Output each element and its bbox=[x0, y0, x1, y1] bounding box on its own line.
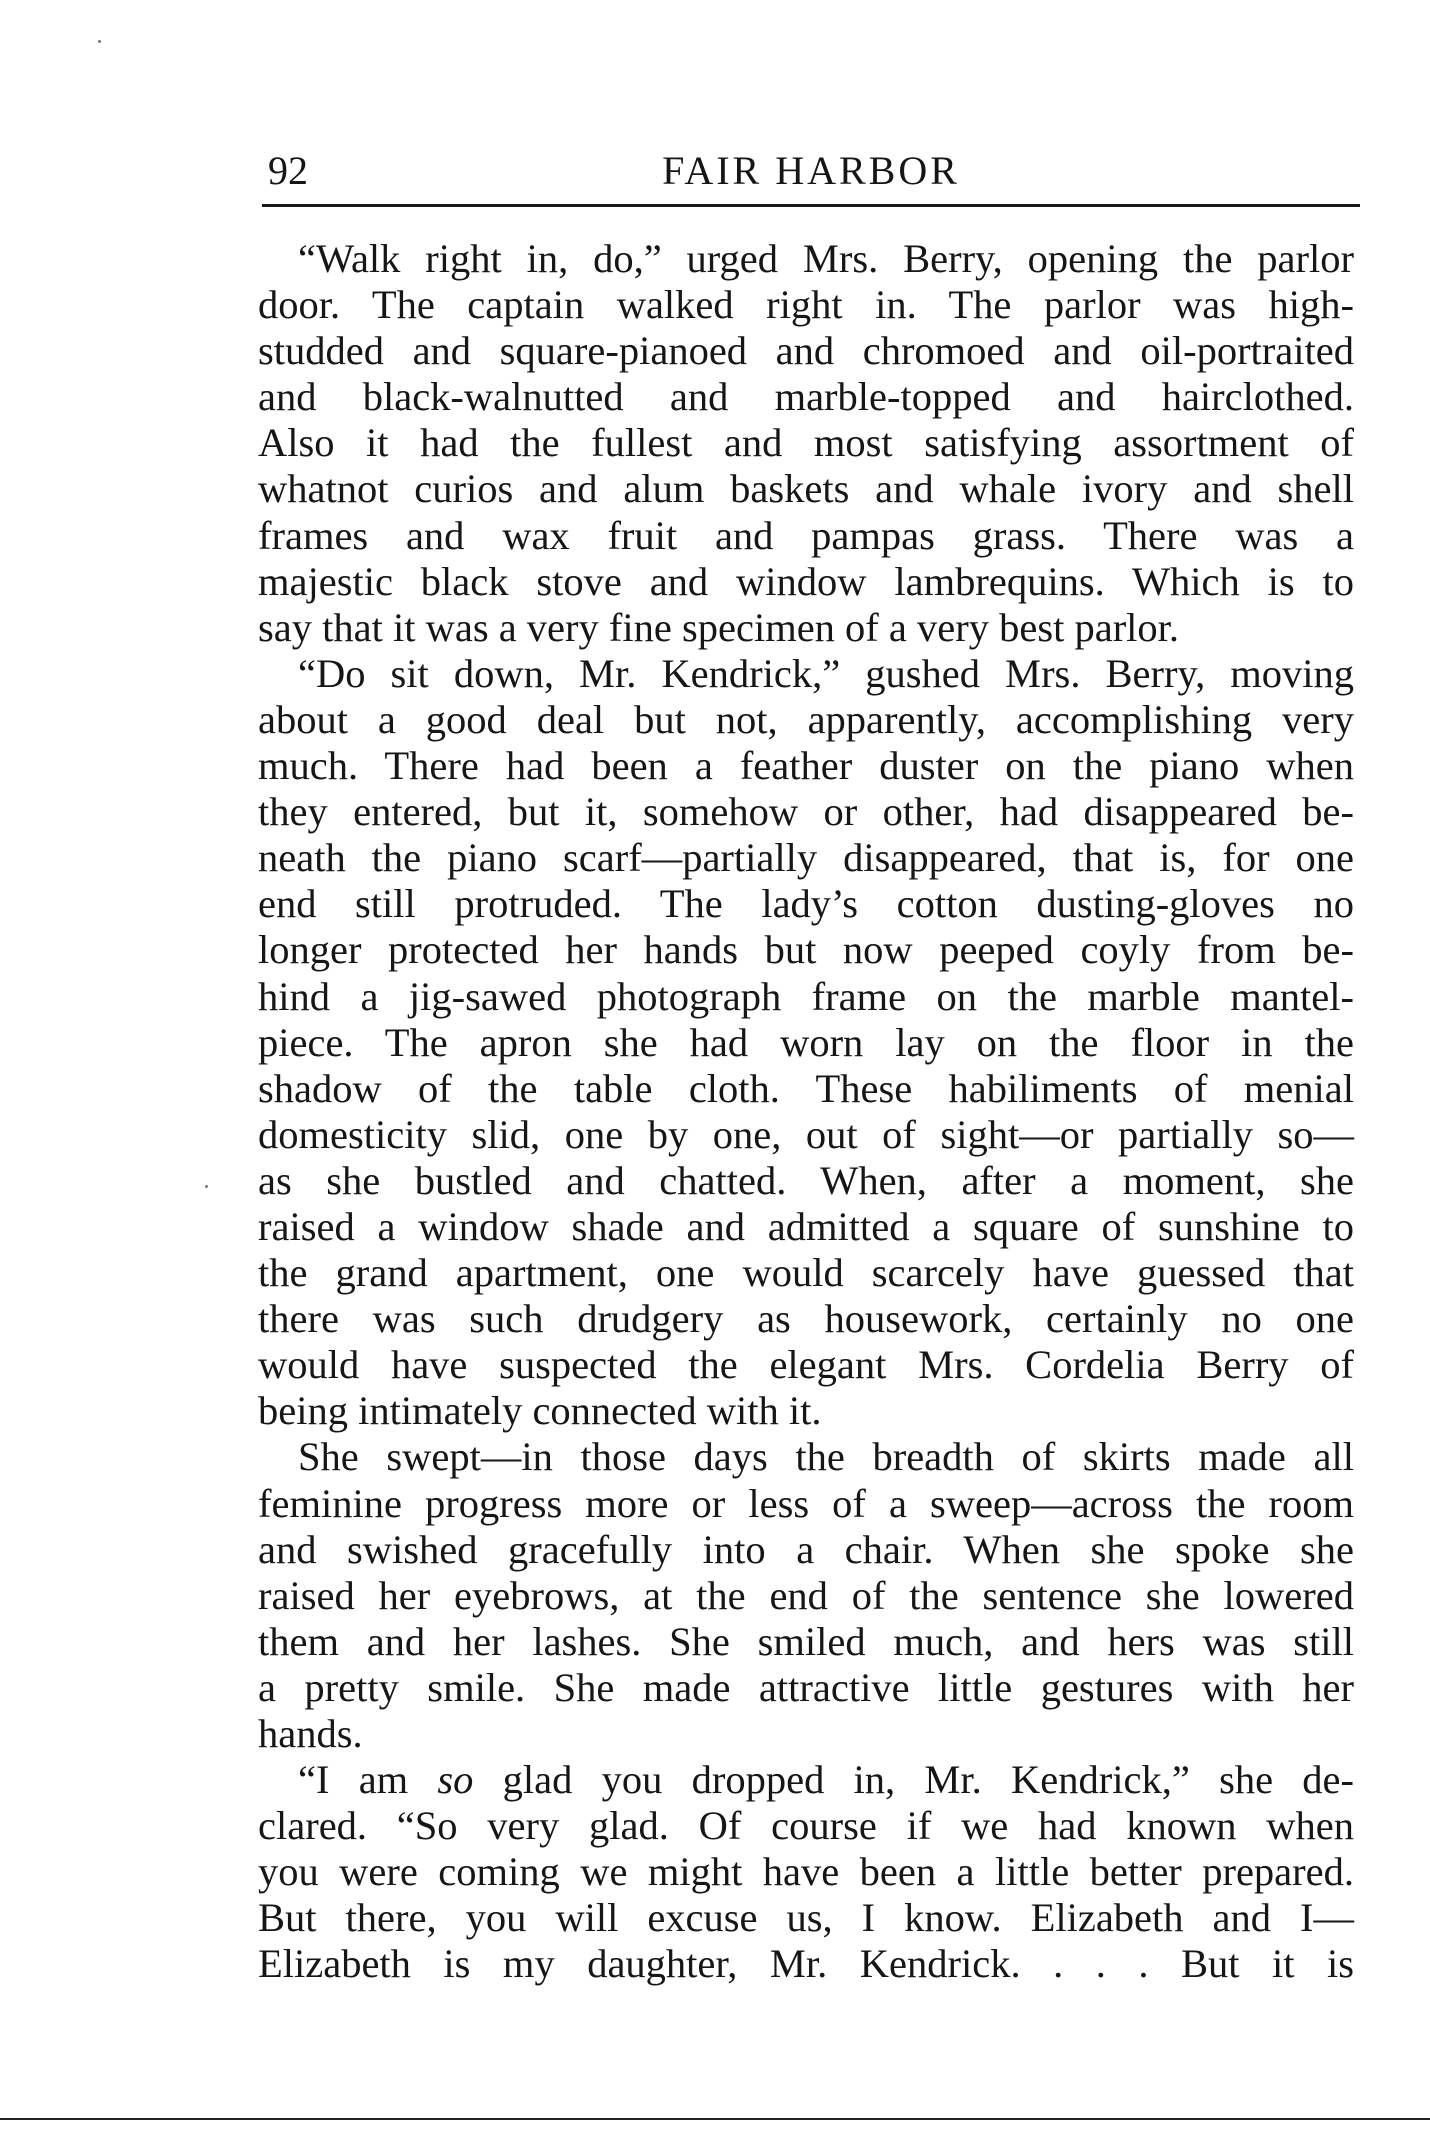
text-line: being intimately connected with it. bbox=[258, 1388, 822, 1434]
text-line: there was such drudgery as housework, certainly no one bbox=[258, 1296, 1354, 1342]
text-line: Also it had the fullest and most satisfying assortment of bbox=[258, 420, 1354, 466]
text-line: them and her lashes. She smiled much, and hers was still bbox=[258, 1618, 1354, 1664]
text-line: clared. “So very glad. Of course if we had known when bbox=[258, 1803, 1354, 1849]
text-line: frames and wax fruit and pampas grass. There was a bbox=[258, 512, 1354, 558]
text-line: domesticity slid, one by one, out of sight—or partially so— bbox=[258, 1111, 1354, 1157]
bottom-rule bbox=[0, 2118, 1430, 2120]
text-line: hind a jig-sawed photograph frame on the marble mantel- bbox=[258, 973, 1354, 1019]
text-line: shadow of the table cloth. These habiliments of menial bbox=[258, 1065, 1354, 1111]
text-line: would have suspected the elegant Mrs. Cordelia Berry of bbox=[258, 1342, 1354, 1388]
text-line: hands. bbox=[258, 1711, 363, 1756]
text-line: end still protruded. The lady’s cotton dusting-gloves no bbox=[258, 881, 1354, 927]
text-line: studded and square-pianoed and chromoed and oil-portraited bbox=[258, 328, 1354, 374]
paragraph bbox=[258, 1434, 1354, 1757]
text-line: you were coming we might have been a little better prepared. bbox=[258, 1849, 1354, 1895]
text-line: Elizabeth is my daughter, Mr. Kendrick. . . . But it is bbox=[258, 1941, 1354, 1987]
running-head: FAIR HARBOR bbox=[662, 148, 960, 193]
header-rule bbox=[262, 204, 1360, 207]
text-line: She swept—in those days the breadth of skirts made all bbox=[298, 1434, 1354, 1480]
text-line: neath the piano scarf—partially disappeared, that is, for one bbox=[258, 835, 1354, 881]
text-line: longer protected her hands but now peeped coyly from be- bbox=[258, 927, 1354, 973]
text-line: a pretty smile. She made attractive little gestures with her bbox=[258, 1664, 1354, 1710]
text-line: much. There had been a feather duster on the piano when bbox=[258, 743, 1354, 789]
text-line: majestic black stove and window lambrequins. Which is to bbox=[258, 558, 1354, 604]
text-line: say that it was a very fine specimen of a very best parlor. bbox=[258, 604, 1180, 650]
text-line: “Do sit down, Mr. Kendrick,” gushed Mrs. Berry, moving bbox=[298, 650, 1354, 696]
paragraph bbox=[258, 1757, 1354, 1987]
text-line: the grand apartment, one would scarcely have guessed that bbox=[258, 1250, 1354, 1296]
paragraph bbox=[258, 236, 1354, 651]
body-text bbox=[258, 236, 1354, 1988]
text-line: and black-walnutted and marble-topped and hairclothed. bbox=[258, 374, 1354, 420]
paper-speck bbox=[98, 40, 101, 43]
text-line: raised a window shade and admitted a square of sunshine to bbox=[258, 1203, 1354, 1249]
text-line: door. The captain walked right in. The parlor was high- bbox=[258, 282, 1354, 328]
text-line: piece. The apron she had worn lay on the floor in the bbox=[258, 1019, 1354, 1065]
page-number: 92 bbox=[268, 148, 308, 193]
paper-speck bbox=[205, 1185, 208, 1188]
text-line: “Walk right in, do,” urged Mrs. Berry, opening the parlor bbox=[298, 236, 1354, 281]
text-line: feminine progress more or less of a sweep—across the room bbox=[258, 1480, 1354, 1526]
emphasis: so bbox=[437, 1757, 474, 1803]
text-line: about a good deal but not, apparently, accomplishing very bbox=[258, 696, 1354, 742]
page-header bbox=[262, 144, 1360, 198]
text-line: But there, you will excuse us, I know. Elizabeth and I— bbox=[258, 1895, 1354, 1941]
text-line: and swished gracefully into a chair. When she spoke she bbox=[258, 1526, 1354, 1572]
paragraph bbox=[258, 651, 1354, 1435]
text-line: they entered, but it, somehow or other, had disappeared be- bbox=[258, 789, 1354, 835]
text-line: raised her eyebrows, at the end of the sentence she lowered bbox=[258, 1572, 1354, 1618]
text-line: “I am so glad you dropped in, Mr. Kendrick,” she de- bbox=[298, 1757, 1354, 1803]
text-line: whatnot curios and alum baskets and whale ivory and shell bbox=[258, 466, 1354, 512]
text-line: as she bustled and chatted. When, after a moment, she bbox=[258, 1157, 1354, 1203]
